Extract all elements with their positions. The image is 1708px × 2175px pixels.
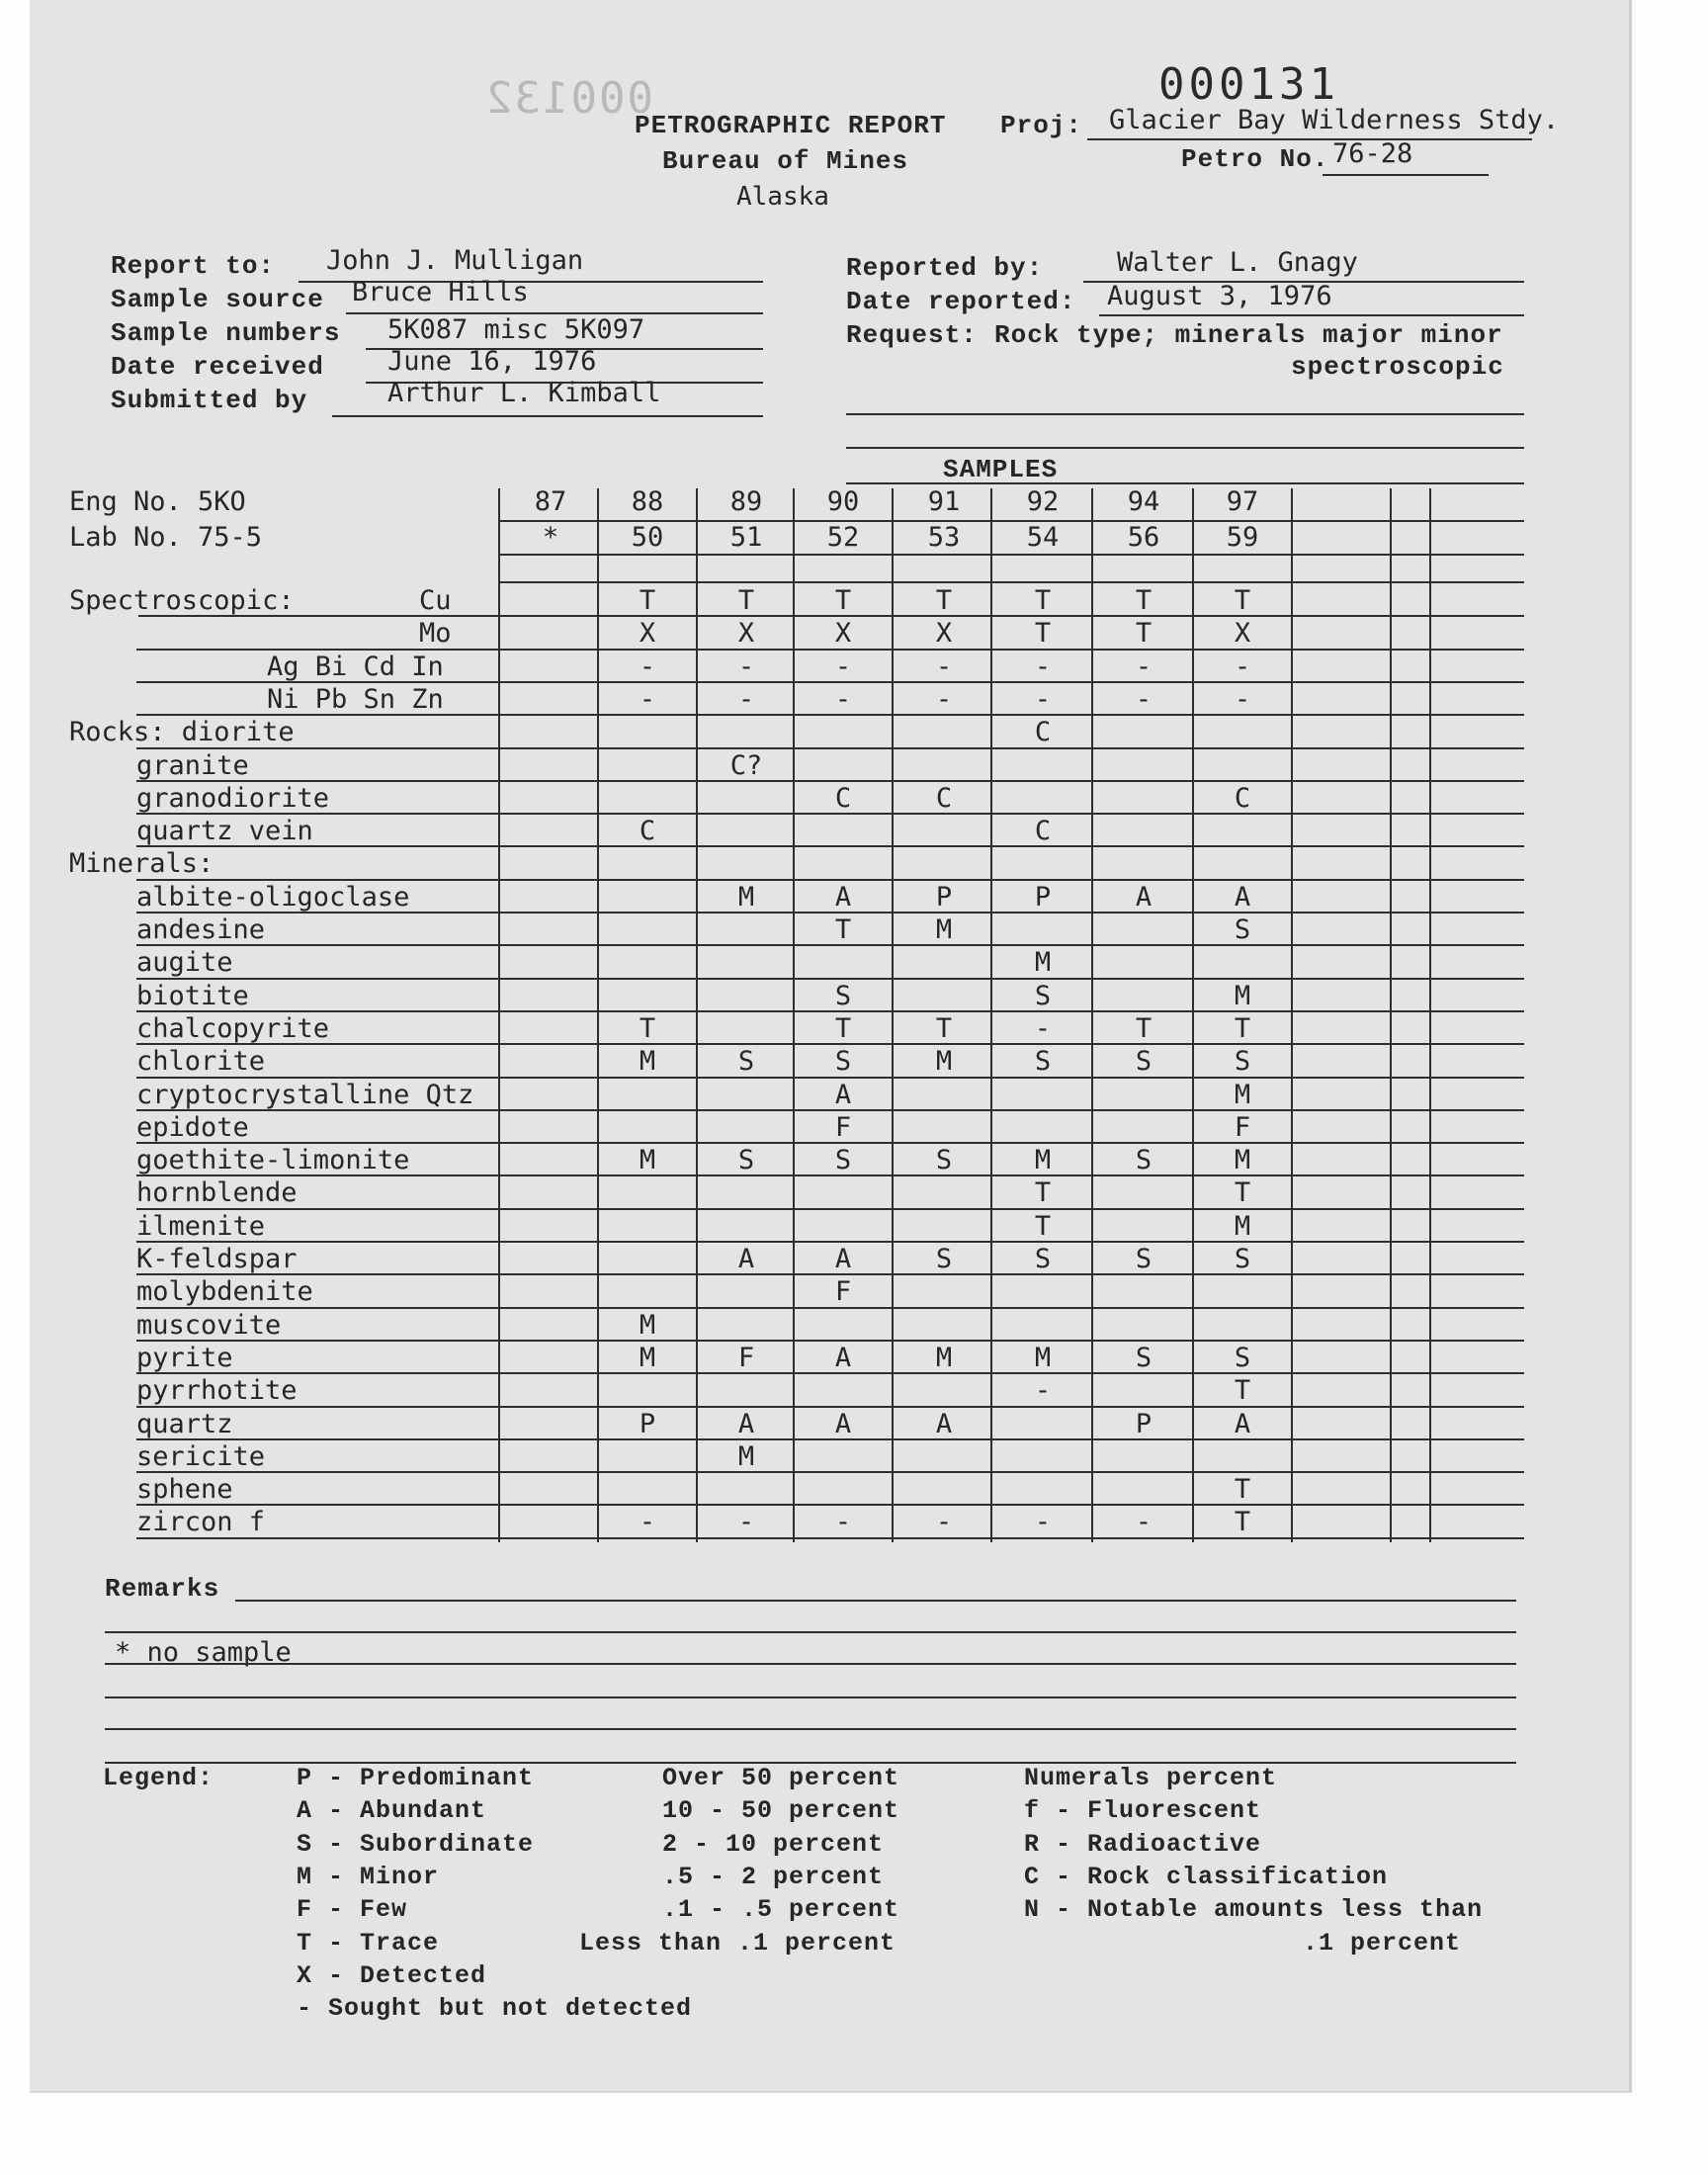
row-label: sphene xyxy=(136,1474,233,1506)
column-rule xyxy=(1429,488,1431,1542)
lab-no-label: Lab No. 75-5 xyxy=(69,522,263,553)
table-cell: M xyxy=(1234,1210,1251,1242)
table-cell: A xyxy=(834,881,852,913)
table-cell: - xyxy=(639,1507,656,1538)
column-rule xyxy=(892,488,894,1542)
table-cell: - xyxy=(1234,683,1251,715)
table-cell: - xyxy=(1135,651,1153,682)
table-cell: A xyxy=(1135,881,1153,913)
table-cell: - xyxy=(737,1507,755,1538)
table-cell: - xyxy=(1034,1375,1052,1407)
table-cell: - xyxy=(1034,1012,1052,1044)
proj-value: Glacier Bay Wilderness Stdy. xyxy=(1109,105,1560,135)
table-cell: T xyxy=(1135,618,1153,650)
table-cell: T xyxy=(1135,585,1153,616)
row-label: cryptocrystalline Qtz xyxy=(136,1079,474,1110)
table-cell: A xyxy=(1234,1408,1251,1439)
eng-number-cell: 90 xyxy=(826,486,860,517)
row-label: Rocks: diorite xyxy=(69,717,295,748)
table-cell: S xyxy=(1234,914,1251,945)
proj-underline xyxy=(1087,138,1532,140)
table-cell: T xyxy=(834,1012,852,1044)
table-cell: C xyxy=(834,782,852,814)
row-rule xyxy=(136,747,1524,749)
table-cell: - xyxy=(1234,651,1251,682)
table-cell: S xyxy=(1135,1244,1153,1274)
table-cell: T xyxy=(1234,1375,1251,1407)
table-cell: - xyxy=(1034,651,1052,682)
table-cell: - xyxy=(1034,1507,1052,1538)
table-cell: T xyxy=(935,1012,953,1044)
remarks-line-3 xyxy=(105,1663,1516,1665)
row-label: Ni Pb Sn Zn xyxy=(267,683,444,715)
eng-number-cell: 88 xyxy=(631,486,664,517)
table-cell: P xyxy=(935,881,953,913)
legend-range: 10 - 50 percent xyxy=(662,1796,900,1826)
table-cell: S xyxy=(1234,1342,1251,1373)
table-cell: - xyxy=(834,651,852,682)
request-value-line2: spectroscopic xyxy=(1291,352,1504,382)
table-cell: A xyxy=(1234,881,1251,913)
eng-number-cell: 91 xyxy=(927,486,961,517)
table-cell: T xyxy=(639,1012,656,1044)
table-cell: - xyxy=(935,683,953,715)
row-label: Minerals: xyxy=(69,848,214,880)
table-cell: S xyxy=(834,1145,852,1176)
remarks-line-2 xyxy=(105,1631,1516,1633)
table-cell: P xyxy=(1034,881,1052,913)
table-cell: T xyxy=(935,585,953,616)
legend-code: M - Minor xyxy=(297,1862,440,1891)
legend-code: P - Predominant xyxy=(297,1764,535,1792)
remarks-line-4 xyxy=(105,1696,1516,1698)
row-label: quartz vein xyxy=(136,816,313,847)
remarks-line-5 xyxy=(105,1728,1516,1730)
table-cell: C? xyxy=(729,749,763,781)
legend-code: X - Detected xyxy=(297,1960,487,1990)
sample-numbers-label: Sample numbers xyxy=(111,318,341,348)
request-label: Request: xyxy=(846,320,978,350)
row-rule xyxy=(136,978,1524,980)
table-cell: T xyxy=(834,914,852,945)
table-cell: F xyxy=(737,1342,755,1373)
row-sublabel: Mo xyxy=(419,618,452,650)
table-cell: - xyxy=(737,683,755,715)
row-label: augite xyxy=(136,947,233,979)
table-cell: C xyxy=(1034,816,1052,847)
row-label: granodiorite xyxy=(136,782,330,814)
row-label: andesine xyxy=(136,914,266,945)
table-cell: T xyxy=(737,585,755,616)
table-cell: T xyxy=(1234,1507,1251,1538)
table-cell: A xyxy=(737,1244,755,1274)
table-cell: S xyxy=(737,1046,755,1078)
row-label: pyrrhotite xyxy=(136,1375,298,1407)
row-label: epidote xyxy=(136,1111,249,1143)
table-cell: P xyxy=(1135,1408,1153,1439)
date-received-value: June 16, 1976 xyxy=(387,346,597,377)
petro-underline xyxy=(1323,174,1489,176)
sample-numbers-value: 5K087 misc 5K097 xyxy=(387,314,645,345)
table-cell: P xyxy=(639,1408,656,1439)
table-cell: M xyxy=(1034,1342,1052,1373)
report-agency: Bureau of Mines xyxy=(662,146,909,176)
table-cell: X xyxy=(639,618,656,650)
legend-note: f - Fluorescent xyxy=(1024,1796,1262,1826)
report-region: Alaska xyxy=(736,182,829,212)
table-cell: - xyxy=(639,683,656,715)
table-cell: T xyxy=(1234,585,1251,616)
submitted-by-value: Arthur L. Kimball xyxy=(387,378,661,408)
table-cell: S xyxy=(1034,980,1052,1011)
table-cell: T xyxy=(1234,1012,1251,1044)
legend-range: Less than .1 percent xyxy=(579,1928,897,1958)
row-label: chlorite xyxy=(136,1046,266,1078)
legend-note: .1 percent xyxy=(1303,1928,1462,1958)
row-label: Spectroscopic: xyxy=(69,585,295,616)
row-label: muscovite xyxy=(136,1309,282,1341)
table-cell: M xyxy=(639,1145,656,1176)
table-cell: F xyxy=(1234,1111,1251,1143)
page-stamp-number: 000131 xyxy=(1158,59,1339,110)
table-cell: T xyxy=(1234,1474,1251,1506)
table-cell: M xyxy=(1234,980,1251,1011)
eng-number-cell: 94 xyxy=(1127,486,1160,517)
submitted-by-label: Submitted by xyxy=(111,386,308,415)
row-sublabel: Cu xyxy=(419,585,452,616)
row-label: granite xyxy=(136,749,249,781)
table-cell: - xyxy=(639,651,656,682)
table-cell: T xyxy=(639,585,656,616)
lab-number-cell: 50 xyxy=(631,522,664,553)
table-cell: T xyxy=(834,585,852,616)
column-rule xyxy=(498,488,500,1542)
request-underline-1 xyxy=(846,413,1524,415)
submitted-by-underline xyxy=(332,415,763,417)
petro-label: Petro No. xyxy=(1181,144,1329,174)
row-label: pyrite xyxy=(136,1342,233,1373)
row-label: K-feldspar xyxy=(136,1244,298,1274)
row-label: goethite-limonite xyxy=(136,1145,410,1176)
row-rule xyxy=(136,1208,1524,1210)
table-cell: A xyxy=(834,1408,852,1439)
legend-note: Numerals percent xyxy=(1024,1764,1278,1792)
row-label: biotite xyxy=(136,980,249,1011)
eng-number-cell: 87 xyxy=(534,486,567,517)
reported-by-value: Walter L. Gnagy xyxy=(1117,247,1358,278)
table-cell: M xyxy=(1034,947,1052,979)
table-cell: - xyxy=(834,683,852,715)
row-label: hornblende xyxy=(136,1177,298,1209)
table-cell: X xyxy=(737,618,755,650)
eng-number-cell: 89 xyxy=(729,486,763,517)
date-reported-label: Date reported: xyxy=(846,287,1076,316)
table-cell: S xyxy=(1135,1342,1153,1373)
legend-range: Over 50 percent xyxy=(662,1764,900,1792)
column-rule xyxy=(1291,488,1293,1542)
table-cell: M xyxy=(1034,1145,1052,1176)
lab-number-cell: 59 xyxy=(1226,522,1259,553)
row-label: ilmenite xyxy=(136,1210,266,1242)
table-cell: S xyxy=(1034,1046,1052,1078)
legend-code: - Sought but not detected xyxy=(297,1994,693,2024)
remarks-label: Remarks xyxy=(105,1574,220,1604)
table-cell: - xyxy=(1135,683,1153,715)
table-cell: S xyxy=(1034,1244,1052,1274)
legend-range: .1 - .5 percent xyxy=(662,1895,900,1925)
table-cell: C xyxy=(1034,717,1052,748)
table-cell: S xyxy=(834,980,852,1011)
table-cell: T xyxy=(1034,1177,1052,1209)
row-rule xyxy=(136,879,1524,881)
legend-code: F - Few xyxy=(297,1895,408,1925)
table-cell: M xyxy=(639,1309,656,1341)
lab-number-cell: * xyxy=(542,522,559,553)
table-cell: A xyxy=(935,1408,953,1439)
lab-row-rule xyxy=(498,554,1524,556)
report-to-value: John J. Mulligan xyxy=(326,245,584,276)
row-label: zircon f xyxy=(136,1507,266,1538)
column-rule xyxy=(1390,488,1392,1542)
report-title: PETROGRAPHIC REPORT xyxy=(635,111,947,140)
table-cell: S xyxy=(1234,1046,1251,1078)
row-label: molybdenite xyxy=(136,1276,313,1308)
column-rule xyxy=(1091,488,1093,1542)
table-cell: M xyxy=(935,914,953,945)
table-cell: M xyxy=(737,881,755,913)
table-cell: S xyxy=(1135,1145,1153,1176)
table-cell: S xyxy=(1135,1046,1153,1078)
legend-range: 2 - 10 percent xyxy=(662,1829,885,1859)
table-cell: - xyxy=(1034,683,1052,715)
table-cell: M xyxy=(1234,1145,1251,1176)
row-label: Ag Bi Cd In xyxy=(267,651,444,682)
table-cell: - xyxy=(737,651,755,682)
lab-number-cell: 56 xyxy=(1127,522,1160,553)
eng-number-cell: 92 xyxy=(1026,486,1060,517)
lab-number-cell: 51 xyxy=(729,522,763,553)
remarks-line-1 xyxy=(235,1600,1516,1602)
date-reported-underline xyxy=(1099,314,1524,316)
document-page xyxy=(30,0,1632,2093)
table-cell: A xyxy=(834,1244,852,1274)
legend-code: A - Abundant xyxy=(297,1796,487,1826)
eng-no-label: Eng No. 5KO xyxy=(69,486,246,517)
lab-number-cell: 54 xyxy=(1026,522,1060,553)
legend-code: S - Subordinate xyxy=(297,1829,535,1859)
table-cell: F xyxy=(834,1276,852,1308)
date-reported-value: August 3, 1976 xyxy=(1107,281,1332,311)
sample-source-value: Bruce Hills xyxy=(352,277,529,307)
petro-value: 76-28 xyxy=(1332,138,1413,169)
table-cell: S xyxy=(737,1145,755,1176)
table-cell: T xyxy=(1234,1177,1251,1209)
table-cell: S xyxy=(1234,1244,1251,1274)
request-underline-2 xyxy=(846,447,1524,449)
table-cell: C xyxy=(1234,782,1251,814)
table-cell: X xyxy=(1234,618,1251,650)
lab-number-cell: 53 xyxy=(927,522,961,553)
row-rule xyxy=(136,845,1524,847)
table-cell: S xyxy=(935,1244,953,1274)
table-cell: A xyxy=(834,1079,852,1110)
proj-label: Proj: xyxy=(1000,111,1083,140)
row-label: albite-oligoclase xyxy=(136,881,410,913)
table-cell: M xyxy=(935,1342,953,1373)
legend-note: R - Radioactive xyxy=(1024,1829,1262,1859)
table-cell: - xyxy=(1135,1507,1153,1538)
header-spacer-rule xyxy=(498,581,1524,583)
legend-note: N - Notable amounts less than xyxy=(1024,1895,1484,1925)
legend-label: Legend: xyxy=(103,1764,214,1792)
reported-by-label: Reported by: xyxy=(846,253,1044,283)
table-cell: - xyxy=(935,651,953,682)
row-label: sericite xyxy=(136,1440,266,1472)
row-rule xyxy=(136,780,1524,782)
table-cell: C xyxy=(639,816,656,847)
table-cell: M xyxy=(935,1046,953,1078)
row-rule xyxy=(136,1406,1524,1408)
legend-range: .5 - 2 percent xyxy=(662,1862,885,1891)
row-label: chalcopyrite xyxy=(136,1012,330,1044)
eng-number-cell: 97 xyxy=(1226,486,1259,517)
samples-heading: SAMPLES xyxy=(943,455,1059,484)
sample-source-label: Sample source xyxy=(111,285,324,314)
table-cell: T xyxy=(1034,618,1052,650)
date-received-label: Date received xyxy=(111,352,324,382)
table-cell: M xyxy=(639,1046,656,1078)
table-cell: S xyxy=(834,1046,852,1078)
legend-code: T - Trace xyxy=(297,1928,440,1958)
table-cell: F xyxy=(834,1111,852,1143)
ghost-page-number: 000132 xyxy=(484,73,653,124)
table-cell: - xyxy=(935,1507,953,1538)
row-rule xyxy=(136,1471,1524,1473)
remarks-note: * no sample xyxy=(115,1637,292,1668)
table-cell: - xyxy=(834,1507,852,1538)
table-cell: M xyxy=(737,1440,755,1472)
request-value-line1: Rock type; minerals major minor xyxy=(994,320,1503,350)
row-rule xyxy=(136,1241,1524,1243)
samples-heading-underline xyxy=(846,482,1524,484)
table-cell: X xyxy=(834,618,852,650)
table-cell: A xyxy=(737,1408,755,1439)
row-label: quartz xyxy=(136,1408,233,1439)
table-cell: T xyxy=(1034,585,1052,616)
table-cell: S xyxy=(935,1145,953,1176)
table-cell: A xyxy=(834,1342,852,1373)
row-rule xyxy=(136,1340,1524,1342)
table-cell: X xyxy=(935,618,953,650)
legend-note: C - Rock classification xyxy=(1024,1862,1389,1891)
lab-number-cell: 52 xyxy=(826,522,860,553)
table-cell: M xyxy=(1234,1079,1251,1110)
table-cell: M xyxy=(639,1342,656,1373)
report-to-label: Report to: xyxy=(111,251,276,281)
row-rule xyxy=(136,1504,1524,1506)
table-cell: C xyxy=(935,782,953,814)
table-cell: T xyxy=(1135,1012,1153,1044)
table-cell: T xyxy=(1034,1210,1052,1242)
